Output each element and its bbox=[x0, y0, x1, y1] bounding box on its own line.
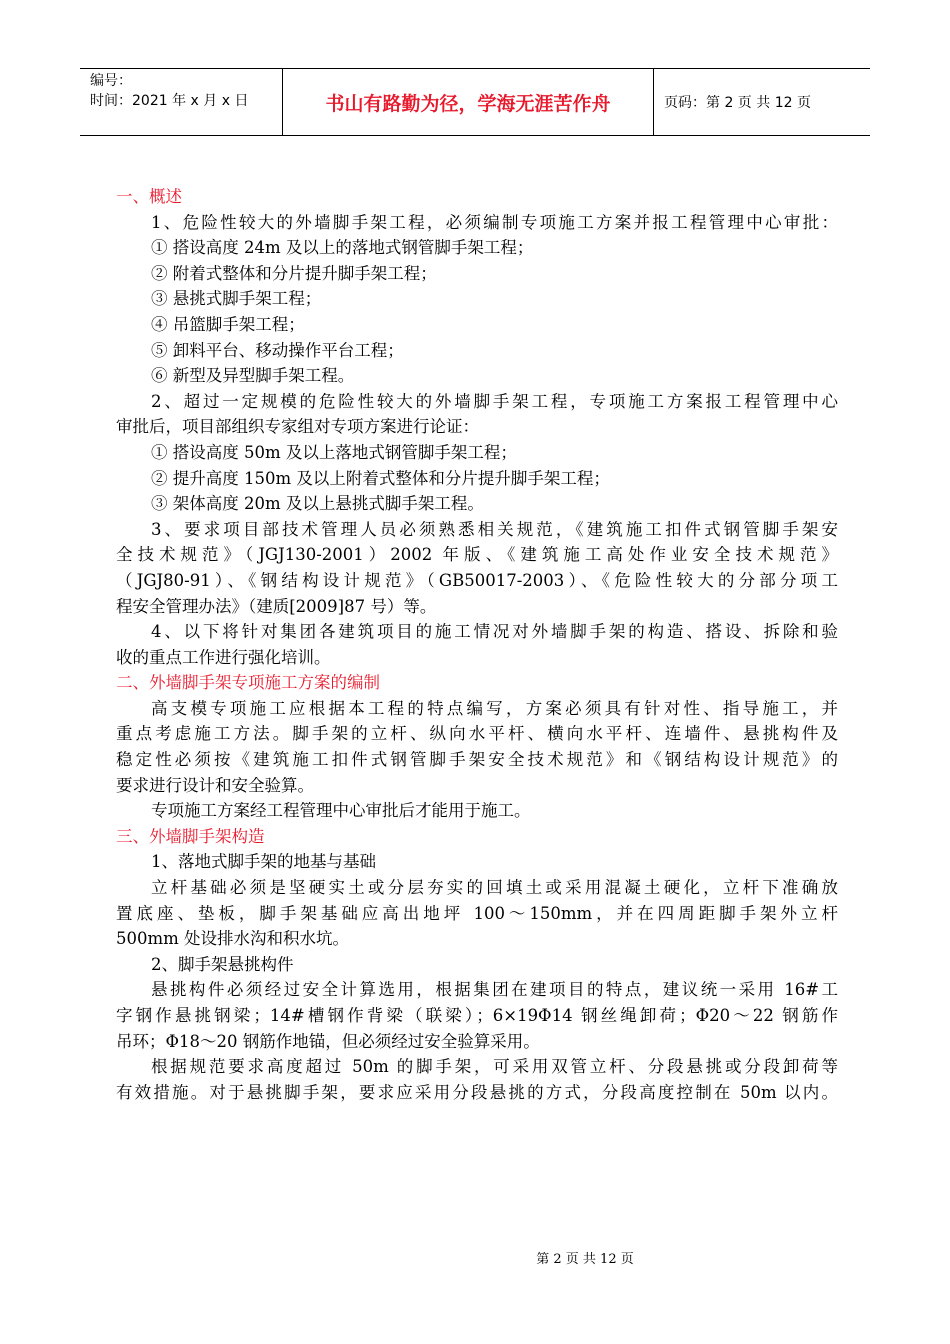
section-heading-overview: 一、概述 bbox=[116, 187, 182, 206]
footer-page-number: 第 2 页 共 12 页 bbox=[536, 1252, 634, 1267]
paragraph-line: 审批后，项目部组织专家组对专项方案进行论证： bbox=[116, 417, 479, 437]
paragraph-line: 有效措施。对于悬挑脚手架，要求应采用分段悬挑的方式，分段高度控制在 50m 以内。 bbox=[116, 1082, 838, 1102]
paragraph-line: 要求进行设计和安全验算。 bbox=[116, 775, 314, 795]
paragraph-line: 置底座、垫板，脚手架基础应高出地坪 100～150mm，并在四周距脚手架外立杆 bbox=[116, 903, 838, 923]
document-body bbox=[116, 184, 838, 1105]
list-item: ⑤ 卸料平台、移动操作平台工程； bbox=[151, 340, 404, 360]
section-heading-plan: 二、外墙脚手架专项施工方案的编制 bbox=[116, 673, 380, 693]
paragraph-line: 字钢作悬挑钢梁；14#槽钢作背梁（联梁）；6×19Φ14 钢丝绳卸荷；Φ20～22 钢筋作 bbox=[116, 1006, 838, 1025]
paragraph-line: 悬挑构件必须经过安全计算选用，根据集团在建项目的特点，建议统一采用 16#工 bbox=[151, 980, 838, 1000]
list-item: ③ 架体高度 20m 及以上悬挑式脚手架工程。 bbox=[151, 494, 484, 514]
paragraph-line: 3、要求项目部技术管理人员必须熟悉相关规范，《建筑施工扣件式钢管脚手架安 bbox=[151, 519, 838, 539]
paragraph-line: 4、以下将针对集团各建筑项目的施工情况对外墙脚手架的构造、搭设、拆除和验 bbox=[151, 622, 838, 642]
paragraph-line: 1、危险性较大的外墙脚手架工程，必须编制专项施工方案并报工程管理中心审批： bbox=[151, 212, 838, 232]
paragraph-line: 吊环；Φ18～20 钢筋作地锚，但必须经过安全验算采用。 bbox=[116, 1031, 540, 1051]
document-number-label: 编号： bbox=[90, 73, 132, 89]
list-item: ④ 吊篮脚手架工程； bbox=[151, 314, 305, 334]
header-meta bbox=[80, 69, 282, 135]
list-item: ⑥ 新型及异型脚手架工程。 bbox=[151, 366, 355, 386]
page-header bbox=[80, 68, 870, 136]
list-item: ③ 悬挑式脚手架工程； bbox=[151, 289, 322, 309]
paragraph-line: （JGJ80-91）、《钢结构设计规范》（GB50017-2003）、《危险性较大的分部分项工 bbox=[116, 570, 838, 590]
header-page-number: 页码：第 2 页 共 12 页 bbox=[664, 95, 811, 111]
paragraph-line: 收的重点工作进行强化培训。 bbox=[116, 647, 331, 667]
paragraph-line: 程安全管理办法》（建质[2009]87 号）等。 bbox=[116, 596, 437, 616]
paragraph-line: 全技术规范》（JGJ130-2001）2002 年版、《建筑施工高处作业安全技术规范》 bbox=[116, 545, 838, 565]
paragraph-line: 2、超过一定规模的危险性较大的外墙脚手架工程，专项施工方案报工程管理中心 bbox=[151, 391, 838, 411]
paragraph-line: 高支模专项施工应根据本工程的特点编写，方案必须具有针对性、指导施工，并 bbox=[151, 698, 838, 718]
paragraph-line: 立杆基础必须是坚硬实土或分层夯实的回填土或采用混凝土硬化，立杆下准确放 bbox=[151, 878, 838, 898]
section-heading-construction: 三、外墙脚手架构造 bbox=[116, 826, 265, 846]
subsection-heading: 1、落地式脚手架的地基与基础 bbox=[151, 852, 376, 872]
list-item: ② 提升高度 150m 及以上附着式整体和分片提升脚手架工程； bbox=[151, 468, 610, 488]
paragraph-line: 重点考虑施工方法。脚手架的立杆、纵向水平杆、横向水平杆、连墙件、悬挑构件及 bbox=[116, 724, 838, 744]
paragraph-line: 500mm 处设排水沟和积水坑。 bbox=[116, 929, 350, 949]
document-date-label: 时间：2021 年 x 月 x 日 bbox=[90, 93, 249, 109]
page-footer bbox=[0, 1248, 950, 1267]
list-item: ① 搭设高度 24m 及以上的落地式钢管脚手架工程； bbox=[151, 238, 534, 258]
paragraph-line: 专项施工方案经工程管理中心审批后才能用于施工。 bbox=[151, 801, 531, 821]
list-item: ① 搭设高度 50m 及以上落地式钢管脚手架工程； bbox=[151, 442, 517, 462]
paragraph-line: 根据规范要求高度超过 50m 的脚手架，可采用双管立杆、分段悬挑或分段卸荷等 bbox=[151, 1057, 838, 1077]
subsection-heading: 2、脚手架悬挑构件 bbox=[151, 954, 294, 974]
header-motto: 书山有路勤为径，学海无涯苦作舟 bbox=[282, 69, 654, 135]
list-item: ② 附着式整体和分片提升脚手架工程； bbox=[151, 263, 437, 283]
paragraph-line: 稳定性必须按《建筑施工扣件式钢管脚手架安全技术规范》和《钢结构设计规范》的 bbox=[116, 750, 838, 770]
